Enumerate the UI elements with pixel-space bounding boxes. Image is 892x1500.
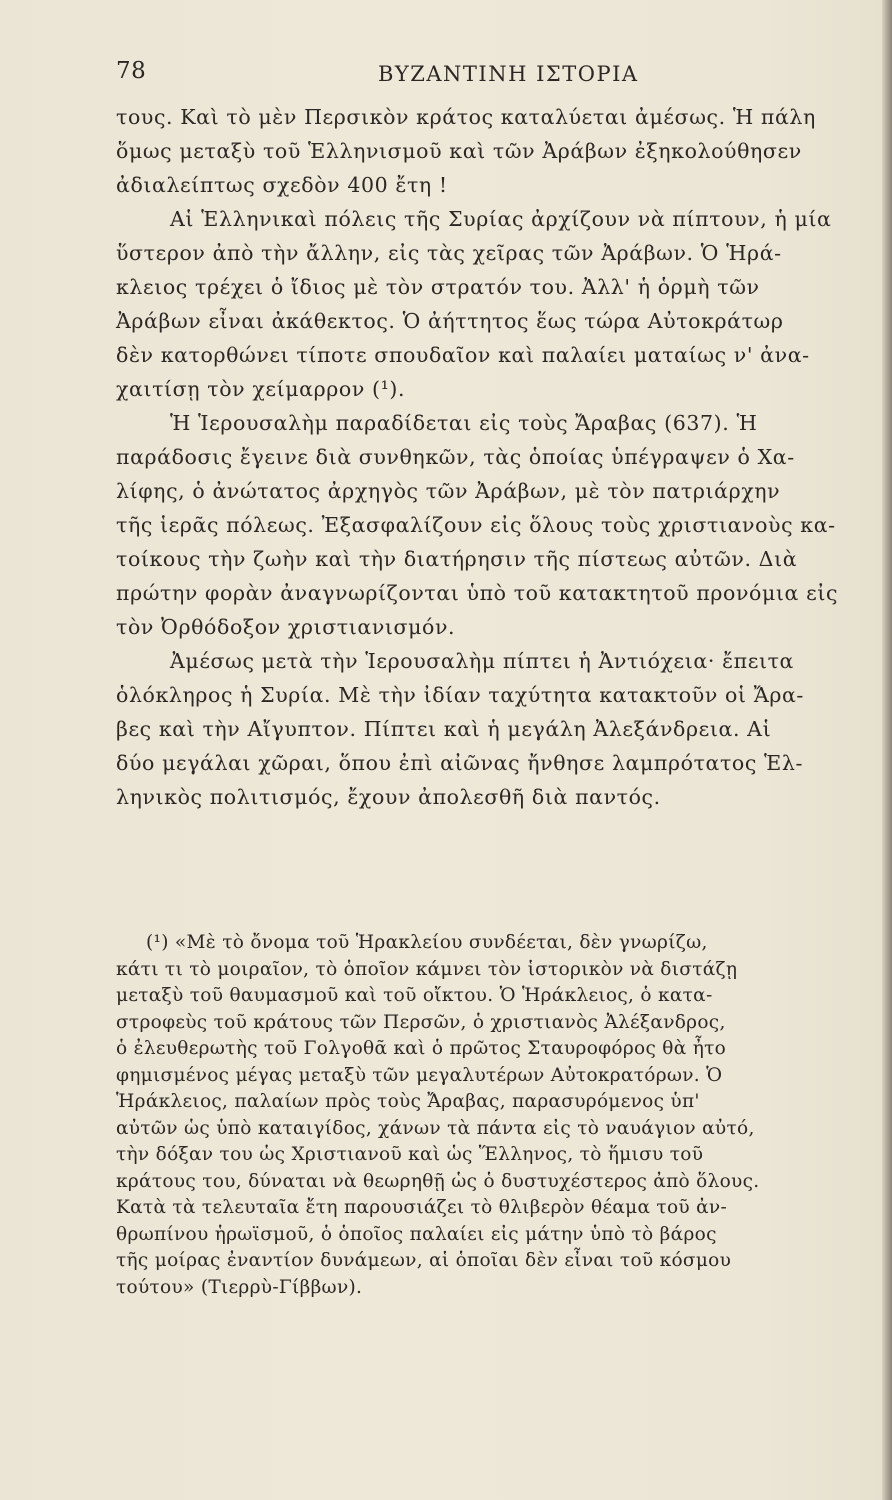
footnote-line: (¹) «Μὲ τὸ ὄνομα τοῦ Ἡρακλείου συνδέεται, δὲν γνωρίζω, <box>146 932 708 953</box>
running-title: ΒΥΖΑΝΤΙΝΗ ΙΣΤΟΡΙΑ <box>378 62 639 86</box>
footnote-line: στροφεὺς τοῦ κράτους τῶν Περσῶν, ὁ χριστιανὸς Ἀλέξανδρος, <box>116 1011 726 1033</box>
text-line: ἀδιαλείπτως σχεδὸν 400 ἔτη ! <box>116 173 448 197</box>
page-edge-shadow <box>882 0 892 1500</box>
footnote-line: κάτι τι τὸ μοιραῖον, τὸ ὁποῖον κάμνει τὸν ἱστορικὸν νὰ διστάζῃ <box>116 958 738 980</box>
page-number: 78 <box>116 58 147 84</box>
footnote-line: μεταξὺ τοῦ θαυμασμοῦ καὶ τοῦ οἴκτου. Ὁ Ἡράκλειος, ὁ κατα- <box>116 985 713 1006</box>
text-line: ὁλόκληρος ἡ Συρία. Μὲ τὴν ἰδίαν ταχύτητα κατακτοῦν οἱ Ἄρα- <box>116 683 804 707</box>
footnote-line: θρωπίνου ἡρωϊσμοῦ, ὁ ὁποῖος παλαίει εἰς μάτην ὑπὸ τὸ βάρος <box>116 1223 717 1245</box>
footnote-line: Ἡράκλειος, παλαίων πρὸς τοὺς Ἄραβας, παρασυρόμενος ὑπ' <box>116 1091 700 1112</box>
footnote-line: φημισμένος μέγας μεταξὺ τῶν μεγαλυτέρων Αὐτοκρατόρων. Ὁ <box>116 1064 723 1086</box>
text-line: παράδοσις ἔγεινε διὰ συνθηκῶν, τὰς ὁποίας ὑπέγραψεν ὁ Χα- <box>116 445 795 469</box>
text-line: πρώτην φορὰν ἀναγνωρίζονται ὑπὸ τοῦ κατακτητοῦ προνόμια εἰς <box>116 581 839 605</box>
text-line: χαιτίσῃ τὸν χείμαρρον (¹). <box>116 377 406 401</box>
text-line: Ἡ Ἱερουσαλὴμ παραδίδεται εἰς τοὺς Ἄραβας (637). Ἡ <box>170 411 758 435</box>
text-line: ληνικὸς πολιτισμός, ἔχουν ἀπολεσθῆ διὰ παντός. <box>116 785 661 809</box>
text-line: δύο μεγάλαι χῶραι, ὅπου ἐπὶ αἰῶνας ἤνθησε λαμπρότατος Ἑλ- <box>116 751 804 775</box>
text-line: ὕστερον ἀπὸ τὴν ἄλλην, εἰς τὰς χεῖρας τῶν Ἀράβων. Ὁ Ἡρά- <box>116 241 782 265</box>
text-line: τῆς ἱερᾶς πόλεως. Ἐξασφαλίζουν εἰς ὅλους τοὺς χριστιανοὺς κα- <box>116 513 836 537</box>
footnote-line: τῆς μοίρας ἐναντίον δυνάμεων, αἱ ὁποῖαι δὲν εἶναι τοῦ κόσμου <box>116 1250 732 1271</box>
text-line: Ἀμέσως μετὰ τὴν Ἱερουσαλὴμ πίπτει ἡ Ἀντιόχεια· ἔπειτα <box>170 649 794 673</box>
footnote-line: τούτου» (Τιερρὺ-Γίββων). <box>116 1276 363 1298</box>
text-line: βες καὶ τὴν Αἴγυπτον. Πίπτει καὶ ἡ μεγάλη Ἀλεξάνδρεια. Αἱ <box>116 717 772 741</box>
text-line: ὅμως μεταξὺ τοῦ Ἑλληνισμοῦ καὶ τῶν Ἀράβων ἐξηκολούθησεν <box>116 139 802 163</box>
text-line: δὲν κατορθώνει τίποτε σπουδαῖον καὶ παλαίει ματαίως ν' ἀνα- <box>116 343 810 367</box>
text-line: τοίκους τὴν ζωὴν καὶ τὴν διατήρησιν τῆς πίστεως αὐτῶν. Διὰ <box>116 547 798 571</box>
text-line: Ἀράβων εἶναι ἀκάθεκτος. Ὁ ἀήττητος ἕως τώρα Αὐτοκράτωρ <box>116 309 784 333</box>
text-line: κλειος τρέχει ὁ ἴδιος μὲ τὸν στρατόν του. Ἀλλ' ἡ ὁρμὴ τῶν <box>116 275 760 299</box>
footnote-line: τὴν δόξαν του ὡς Χριστιανοῦ καὶ ὡς Ἕλληνος, τὸ ἥμισυ τοῦ <box>116 1144 704 1165</box>
footnote-line: αὐτῶν ὡς ὑπὸ καταιγίδος, χάνων τὰ πάντα εἰς τὸ ναυάγιον αὐτό, <box>116 1117 755 1139</box>
text-line: λίφης, ὁ ἀνώτατος ἀρχηγὸς τῶν Ἀράβων, μὲ τὸν πατριάρχην <box>116 479 781 503</box>
text-line: τὸν Ὀρθόδοξον χριστιανισμόν. <box>116 615 456 639</box>
main-text <box>116 100 876 814</box>
footnote-line: Κατὰ τὰ τελευταῖα ἔτη παρουσιάζει τὸ θλιβερὸν θέαμα τοῦ ἀν- <box>116 1197 728 1218</box>
text-line: Αἱ Ἑλληνικαὶ πόλεις τῆς Συρίας ἀρχίζουν νὰ πίπτουν, ἡ μία <box>170 207 832 231</box>
footnote-line: ὁ ἐλευθερωτὴς τοῦ Γολγοθᾶ καὶ ὁ πρῶτος Σταυροφόρος θὰ ἦτο <box>116 1038 727 1059</box>
text-line: τους. Καὶ τὸ μὲν Περσικὸν κράτος καταλύεται ἀμέσως. Ἡ πάλη <box>116 105 816 129</box>
footnote-line: κράτους του, δύναται νὰ θεωρηθῇ ὡς ὁ δυστυχέστερος ἀπὸ ὅλους. <box>116 1170 760 1192</box>
footnote <box>116 930 876 1301</box>
